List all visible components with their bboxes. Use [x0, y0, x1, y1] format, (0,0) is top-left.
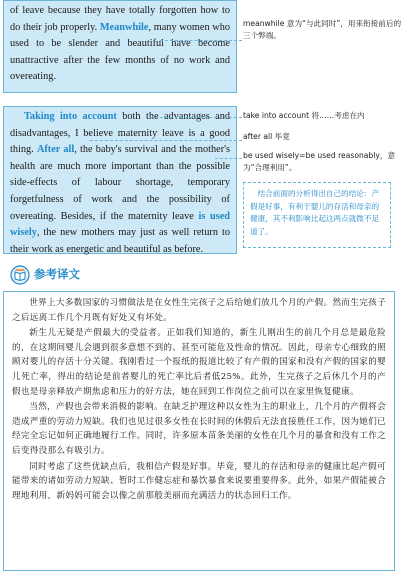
translation-box [3, 291, 395, 571]
note-after-all: after all 毕竟 [243, 132, 290, 141]
translation-paragraph: 新生儿无疑是产假最大的受益者。正如我们知道的，新生儿刚出生的前几个月总是最危险的，在这期间婴儿会遇到很多意想不到的、甚至可能危及性命的情况。因此，母亲专心细致的照顾对婴儿的存活十分关键。我刚看过一个报纸的报道比较了有产假的国家和没有产假的国家的婴儿死亡率，得出的结论是前者婴儿的死亡率比后者低25%。此外，生完孩子之后休几个月的产假也是母亲释放产期焦虑和压力的好方法，她在回到工作岗位之前可以在家里恢复健康。 [12, 328, 386, 397]
essay-text: , the new mothers may just as well return to their work as energetic and beautiful as before. [10, 227, 230, 255]
highlight-meanwhile: Meanwhile [99, 21, 149, 33]
note-take-into-account: take into account 将……考虑在内 [243, 111, 365, 120]
essay-text: both the advantages and disadvantages, I believe maternity leave is a good thing. [10, 111, 230, 156]
highlight-used-wisely: is used wisely [10, 210, 230, 239]
connector-line [90, 140, 242, 141]
essay-paragraph-1 [3, 0, 237, 93]
translation-paragraph: 世界上大多数国家的习惯做法是在女性生完孩子之后给她们放几个月的产假。然而生完孩子之后远离工作几个月既有好处又有坏处。 [12, 298, 386, 323]
book-icon [10, 265, 30, 285]
translation-paragraph: 当然，产假也会带来消极的影响。在缺乏护理这种以女性为主的职业上，几个月的产假将会造成严重的劳动力短缺。我们也见过很多女性在长时间的休假后无法直接胜任工作，因为她们已经完全忘记如何正确地履行工作。同时，许多原本苗条美丽的女性在几个月的暴食和没有工作之后变得没那么有吸引力。 [12, 402, 386, 456]
essay-text: of leave because they have totally forgotten how to do their job properly. [10, 5, 230, 33]
highlight-after-all: After all [36, 144, 75, 156]
translation-title: 参考译文 [34, 267, 80, 281]
highlight-taking-into-account: Taking into account [24, 111, 117, 122]
translation-header [10, 265, 390, 285]
note-used-wisely: be used wisely=be used reasonably，意为“合理利用”。 [243, 151, 396, 172]
connector-line [150, 117, 242, 118]
translation-paragraph: 同时考虑了这些优缺点后，我相信产假是好事。毕竟，婴儿的存活和母亲的健康比起产假可能带来的诸如劳动力短缺、暂时工作健忘症和暴饮暴食来说要重要得多。此外，如果产假能被合理地利用，新妈妈可能会以像之前那般美丽而充满活力的状态回归工作。 [12, 461, 386, 501]
tip-box: 结合前面的分析得出自己的结论：产假是好事，有利于婴儿的存活和母亲的健康，其不利影响比起这两点就微不足道了。 [243, 182, 391, 248]
note-meanwhile: meanwhile 意为“与此同时”，用来衔接前后的三个弊端。 [243, 19, 402, 40]
essay-text: , the baby's survival and the mother's health are much more important than the possible side-effects of labour shortage, temporary forgetfulness of work and the possibility of overeating. Besides, if the maternity leave [10, 144, 230, 222]
essay-paragraph-2 [3, 106, 237, 254]
connector-line [215, 158, 242, 159]
connector-line [160, 40, 242, 41]
essay-text: , many women who used to be slender and beautiful have become unattractive after the few months of no work and overeating. [10, 21, 231, 83]
